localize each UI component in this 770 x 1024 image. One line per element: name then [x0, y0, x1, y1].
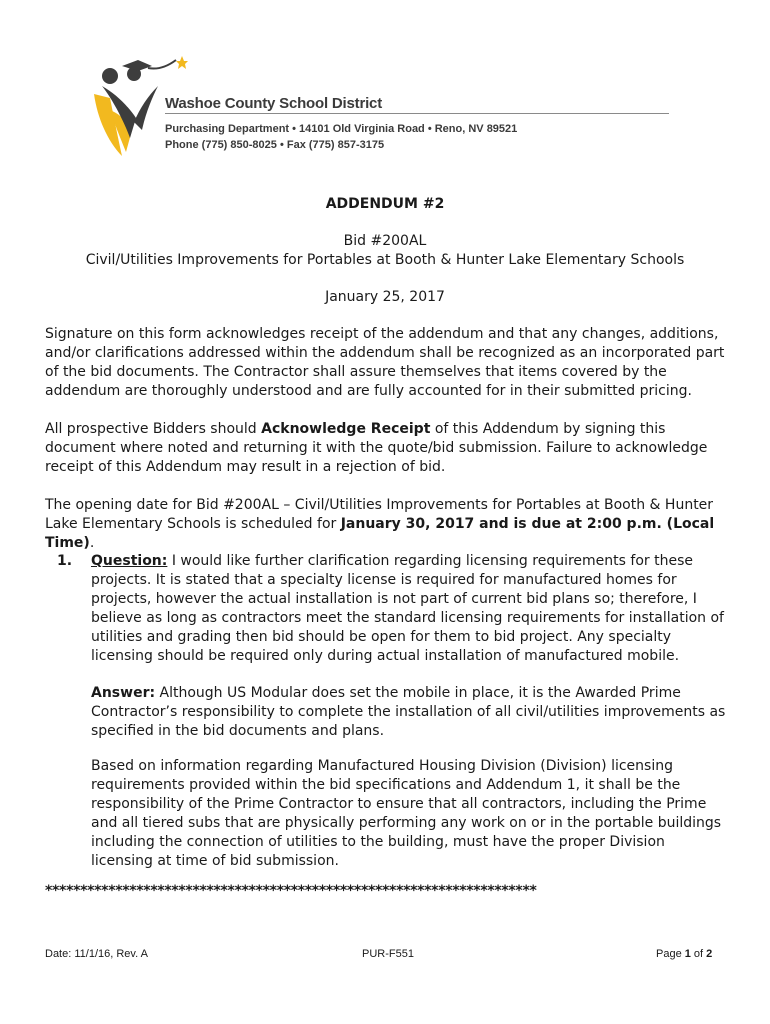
acknowledgement-paragraph: Signature on this form acknowledges receipt of the addendum and that any changes, additions, and/or clarifications addressed within the addendum shall be recognized as an incorporated part of the bid documents. The Contractor shall assure themselves that items covered by the addendum are thoroughly understood and are fully accounted for in their submitted pricing.	[45, 326, 725, 399]
para2-text-start: All prospective Bidders should	[45, 421, 262, 437]
opening-date-paragraph	[45, 496, 735, 553]
bid-name: Civil/Utilities Improvements for Portables at Booth & Hunter Lake Elementary Schools	[85, 252, 685, 268]
addendum-title: ADDENDUM #2	[325, 196, 445, 212]
logo-dark-right-stroke	[134, 86, 158, 130]
acknowledge-receipt-paragraph	[45, 420, 735, 477]
phone-fax: Phone (775) 850-8025 • Fax (775) 857-3175	[165, 139, 385, 151]
question-text: I would like further clarification regarding licensing requirements for these projects. It is stated that a specialty license is required for manufactured homes for projects, however the actual installation is not part of current bid plans so; therefore, I believe as long as contractors meet the standard licensing requirements for installation of utilities and grading then bid should be open for them to bid project. Any specialty licensing should be required only during actual installation of manufactured mobile.	[91, 553, 724, 664]
acknowledge-receipt-emphasis: Acknowledge Receipt	[261, 421, 431, 437]
star-icon	[176, 56, 188, 69]
letterhead-rule	[165, 113, 669, 114]
department-address: Purchasing Department • 14101 Old Virginia Road • Reno, NV 89521	[165, 123, 518, 135]
answer-followup: Based on information regarding Manufactured Housing Division (Division) licensing requirements provided within the bid specifications and Addendum 1, it shall be the responsibility of the Prime Contractor to ensure that all contractors, including the Prime and all tiered subs that are physically performing any work on or in the portable buildings including the connection of utilities to the building, must have the proper Division licensing at time of bid submission.	[91, 758, 722, 869]
bid-number: Bid #200AL	[343, 233, 427, 249]
footer-date-revision: Date: 11/1/16, Rev. A	[45, 948, 148, 960]
page-of: of	[690, 948, 707, 960]
logo-head-left	[102, 68, 118, 84]
question-body	[91, 552, 737, 666]
logo-arm	[148, 60, 176, 69]
addendum-date: January 25, 2017	[325, 289, 445, 305]
logo-graduation-cap	[122, 60, 152, 71]
answer-text: Although US Modular does set the mobile in place, it is the Awarded Prime Contractor’s responsibility to complete the installation of all civil/utilities improvements as specified in the bid documents and plans.	[91, 685, 726, 739]
district-name: Washoe County School District	[165, 95, 382, 112]
page-total: 2	[706, 948, 713, 960]
page-prefix: Page	[656, 948, 685, 960]
para3-text-start: The opening date for Bid #200AL – Civil/Utilities Improvements for Portables at Booth & Hunter Lake Elementary Schools is scheduled for	[45, 497, 714, 532]
footer-form-id: PUR-F551	[362, 948, 414, 960]
answer-label: Answer:	[91, 685, 156, 701]
asterisk-separator: **********************************************************************	[45, 883, 537, 899]
answer-block	[91, 684, 731, 741]
footer-page-number	[656, 948, 712, 960]
page-current: 1	[684, 948, 691, 960]
due-date-emphasis: January 30, 2017 and is due at 2:00 p.m. (Local Time)	[45, 516, 715, 551]
para3-text-end: .	[89, 535, 95, 551]
question-label: Question:	[91, 553, 168, 569]
para2-text-end: of this Addendum by signing this document where noted and returning it with the quote/bid submission. Failure to acknowledge receipt of this Addendum may result in a rejection of bid.	[45, 421, 708, 475]
question-number: 1.	[57, 553, 73, 569]
